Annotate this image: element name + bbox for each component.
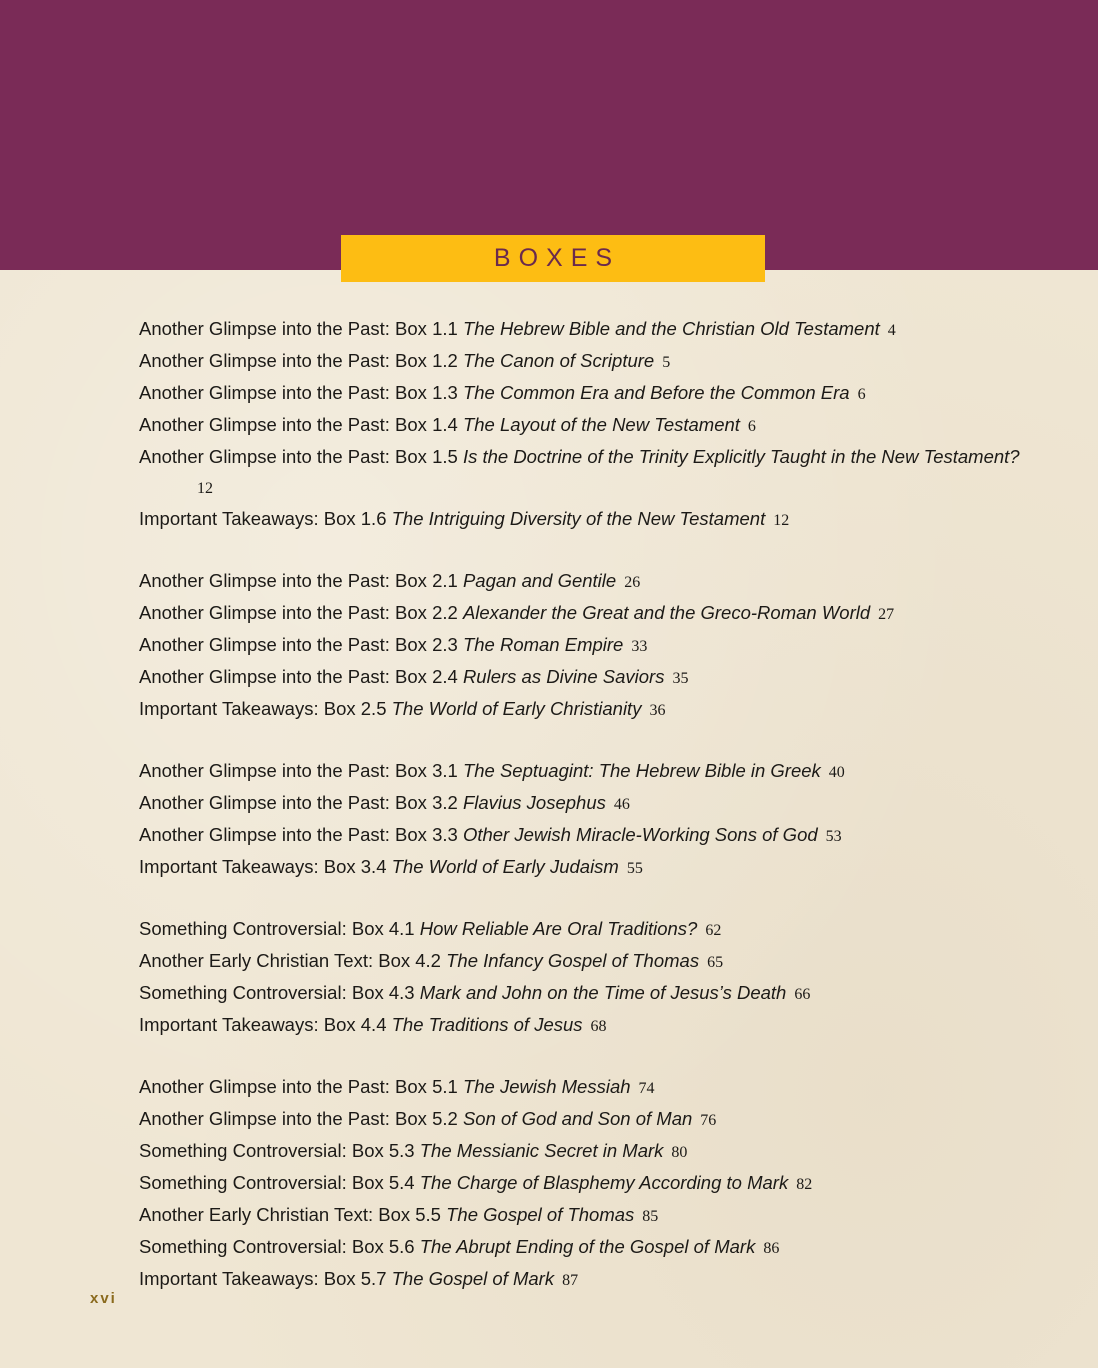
box-group: [139, 1072, 1039, 1296]
box-category: Another Glimpse into the Past: Box 3.1: [139, 760, 458, 781]
box-page-number: 27: [878, 606, 895, 623]
box-category: Another Glimpse into the Past: Box 5.1: [139, 1076, 458, 1097]
box-entry: [139, 378, 1039, 410]
header-band: [0, 0, 1098, 270]
box-entry: [139, 1200, 1039, 1232]
box-category: Important Takeaways: Box 5.7: [139, 1268, 387, 1289]
box-entry: [139, 630, 1039, 662]
box-title: The Infancy Gospel of Thomas: [446, 950, 700, 971]
box-title: The World of Early Christianity: [391, 698, 642, 719]
box-page-number: 6: [747, 418, 756, 435]
box-title: The Intriguing Diversity of the New Testament: [391, 508, 766, 529]
box-page-number: 40: [828, 764, 845, 781]
box-title: Other Jewish Miracle-Working Sons of God: [462, 824, 818, 845]
box-category: Another Glimpse into the Past: Box 3.2: [139, 792, 458, 813]
box-title: Rulers as Divine Saviors: [462, 666, 665, 687]
box-title: The Messianic Secret in Mark: [419, 1140, 664, 1161]
box-category: Something Controversial: Box 5.6: [139, 1236, 415, 1257]
box-page-number: 5: [662, 354, 671, 371]
box-title: Mark and John on the Time of Jesus’s Death: [419, 982, 787, 1003]
boxes-list: [139, 314, 1039, 1326]
box-entry: [139, 946, 1039, 978]
box-page-number: 82: [796, 1176, 813, 1193]
box-title: How Reliable Are Oral Traditions?: [419, 918, 698, 939]
box-title: The Jewish Messiah: [462, 1076, 631, 1097]
box-entry: [139, 662, 1039, 694]
box-entry: [139, 598, 1039, 630]
box-group: [139, 566, 1039, 726]
box-title: The Charge of Blasphemy According to Mark: [419, 1172, 789, 1193]
box-page-number: 87: [562, 1272, 579, 1289]
box-title: Son of God and Son of Man: [462, 1108, 693, 1129]
box-title: The Gospel of Thomas: [446, 1204, 635, 1225]
box-page-number: 46: [613, 796, 630, 813]
box-title: The Gospel of Mark: [391, 1268, 555, 1289]
box-entry: [139, 566, 1039, 598]
box-entry: [139, 442, 1039, 504]
box-entry: [139, 1168, 1039, 1200]
box-category: Another Glimpse into the Past: Box 1.2: [139, 350, 458, 371]
box-entry: [139, 504, 1039, 536]
box-page-number: 53: [825, 828, 842, 845]
box-category: Something Controversial: Box 4.1: [139, 918, 415, 939]
box-category: Important Takeaways: Box 3.4: [139, 856, 387, 877]
box-category: Another Early Christian Text: Box 5.5: [139, 1204, 441, 1225]
box-category: Another Glimpse into the Past: Box 3.3: [139, 824, 458, 845]
box-page-number: 66: [794, 986, 811, 1003]
box-title: The Common Era and Before the Common Era: [462, 382, 850, 403]
box-category: Another Glimpse into the Past: Box 2.2: [139, 602, 458, 623]
box-category: Another Glimpse into the Past: Box 1.4: [139, 414, 458, 435]
box-title: Pagan and Gentile: [462, 570, 617, 591]
page-title: BOXES: [493, 244, 621, 272]
box-category: Another Glimpse into the Past: Box 1.5: [139, 446, 458, 467]
box-page-number: 33: [631, 638, 648, 655]
box-page-number: 65: [707, 954, 724, 971]
box-entry: [139, 346, 1039, 378]
box-title: The Layout of the New Testament: [462, 414, 740, 435]
box-page-number: 26: [624, 574, 641, 591]
box-entry: [139, 1072, 1039, 1104]
box-title: The Septuagint: The Hebrew Bible in Greek: [462, 760, 821, 781]
box-category: Something Controversial: Box 5.4: [139, 1172, 415, 1193]
box-entry: [139, 914, 1039, 946]
box-page-number: 80: [671, 1144, 688, 1161]
box-page-number: 85: [642, 1208, 659, 1225]
box-entry: [139, 1104, 1039, 1136]
box-entry: [139, 410, 1039, 442]
box-category: Another Glimpse into the Past: Box 2.4: [139, 666, 458, 687]
box-title: Alexander the Great and the Greco-Roman World: [462, 602, 871, 623]
box-page-number: 62: [705, 922, 722, 939]
page-number: xvi: [90, 1290, 117, 1307]
box-category: Another Glimpse into the Past: Box 1.1: [139, 318, 458, 339]
box-category: Another Glimpse into the Past: Box 5.2: [139, 1108, 458, 1129]
box-category: Important Takeaways: Box 4.4: [139, 1014, 387, 1035]
box-entry: [139, 852, 1039, 884]
box-title: Is the Doctrine of the Trinity Explicitly Taught in the New Testament?: [462, 446, 1020, 467]
box-category: Another Glimpse into the Past: Box 1.3: [139, 382, 458, 403]
box-page-number: 4: [887, 322, 896, 339]
box-entry: [139, 1010, 1039, 1042]
box-entry: [139, 978, 1039, 1010]
box-page-number: 76: [700, 1112, 717, 1129]
box-category: Another Early Christian Text: Box 4.2: [139, 950, 441, 971]
box-title: The Abrupt Ending of the Gospel of Mark: [419, 1236, 756, 1257]
box-page-number: 86: [763, 1240, 780, 1257]
box-page-number: 6: [857, 386, 866, 403]
box-entry: [139, 1136, 1039, 1168]
box-category: Important Takeaways: Box 2.5: [139, 698, 387, 719]
box-page-number: 74: [638, 1080, 655, 1097]
box-category: Something Controversial: Box 5.3: [139, 1140, 415, 1161]
box-entry: [139, 820, 1039, 852]
box-title: The Traditions of Jesus: [391, 1014, 583, 1035]
box-group: [139, 756, 1039, 884]
box-group: [139, 314, 1039, 536]
box-category: Important Takeaways: Box 1.6: [139, 508, 387, 529]
box-entry: [139, 756, 1039, 788]
box-title: Flavius Josephus: [462, 792, 606, 813]
box-category: Something Controversial: Box 4.3: [139, 982, 415, 1003]
box-title: The World of Early Judaism: [391, 856, 619, 877]
box-page-number: 12: [773, 512, 790, 529]
box-page-number: 68: [590, 1018, 607, 1035]
box-page-number: 35: [672, 670, 689, 687]
box-entry: [139, 694, 1039, 726]
box-entry: [139, 1264, 1039, 1296]
box-category: Another Glimpse into the Past: Box 2.3: [139, 634, 458, 655]
box-page-number: 12: [197, 480, 213, 497]
box-title: The Canon of Scripture: [462, 350, 655, 371]
title-banner: [341, 235, 765, 282]
box-entry: [139, 788, 1039, 820]
box-title: The Hebrew Bible and the Christian Old Testament: [462, 318, 880, 339]
box-page-number: 55: [626, 860, 643, 877]
box-page-number: 36: [649, 702, 666, 719]
box-entry: [139, 314, 1039, 346]
box-group: [139, 914, 1039, 1042]
box-category: Another Glimpse into the Past: Box 2.1: [139, 570, 458, 591]
box-title: The Roman Empire: [462, 634, 624, 655]
box-entry: [139, 1232, 1039, 1264]
